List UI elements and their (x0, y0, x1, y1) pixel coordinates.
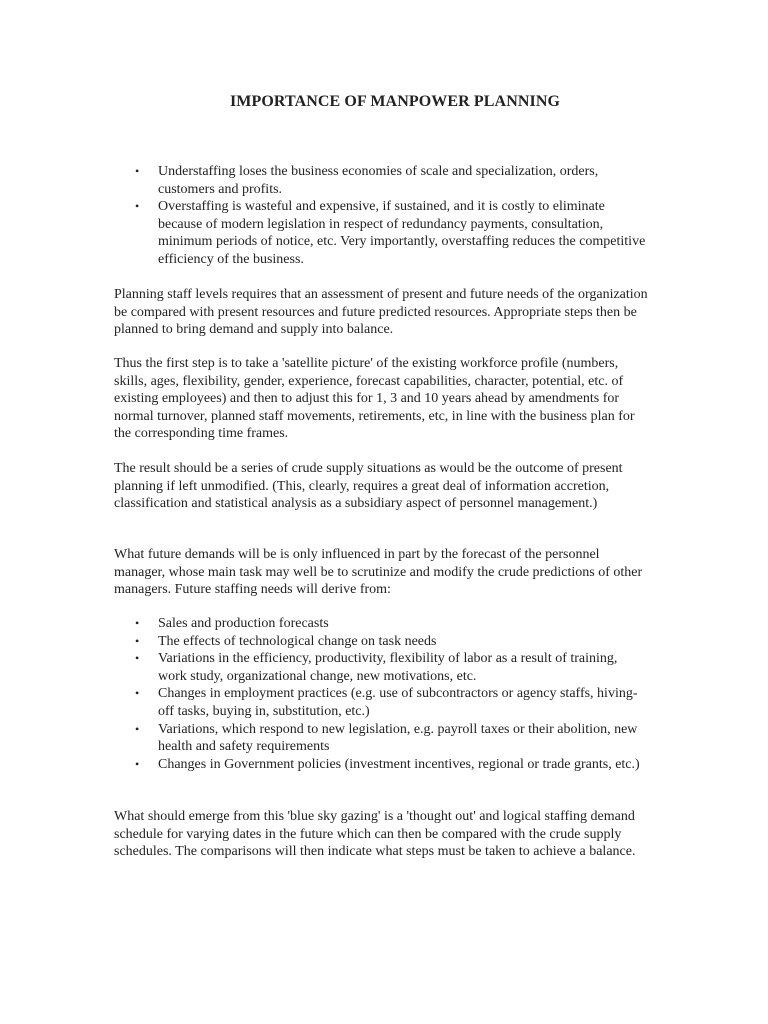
paragraph-satellite-picture: Thus the first step is to take a 'satellite picture' of the existing workforce profile (numbers, skills, ages, flexibility, gender, experience, forecast capabilities, character, potential, etc. of existing employees) and then to adjust this for 1, 3 and 10 years ahead by amendments for normal turnover, planned staff movements, retirements, etc, in line with the business plan for the corresponding time frames. (114, 356, 635, 442)
paragraph-future-demands: What future demands will be is only influenced in part by the forecast of the personnel manager, whose main task may well be to scrutinize and modify the crude predictions of other managers. Future staffing needs will derive from: (114, 547, 643, 598)
list-item (0, 685, 648, 720)
paragraph-blue-sky-gazing: What should emerge from this 'blue sky gazing' is a 'thought out' and logical staffing demand schedule for varying dates in the future which can then be compared with the crude supply schedules. The comparisons will then indicate what steps must be taken to achieve a balance. (114, 809, 636, 860)
bullet-list-staffing-needs (0, 615, 648, 773)
list-item (0, 633, 648, 651)
list-item (0, 198, 648, 268)
list-item (0, 721, 648, 756)
bullet-icon: • (135, 164, 140, 178)
bullet-icon: • (135, 199, 140, 214)
bullet-icon: • (135, 756, 140, 771)
bullet-icon: • (135, 616, 140, 630)
list-item-text: Changes in employment practices (e.g. use of subcontractors or agency staffs, hiving-off tasks, buying in, substitution, etc.) (158, 686, 638, 719)
paragraph-crude-supply: The result should be a series of crude supply situations as would be the outcome of present planning if left unmodified. (This, clearly, requires a great deal of information accretion, classification and statistical analysis as a subsidiary aspect of personnel management.) (114, 461, 623, 512)
list-item-text: Understaffing loses the business economies of scale and specialization, orders, customers and profits. (158, 164, 599, 197)
list-item-text: Variations in the efficiency, productivity, flexibility of labor as a result of training, work study, organizational change, new motivations, etc. (158, 651, 618, 684)
list-item-text: Variations, which respond to new legislation, e.g. payroll taxes or their abolition, new health and safety requirements (158, 721, 638, 755)
list-item-text: Changes in Government policies (investment incentives, regional or trade grants, etc.) (158, 756, 640, 772)
list-item (0, 756, 648, 774)
bullet-icon: • (135, 721, 140, 736)
bullet-icon: • (135, 633, 140, 648)
list-item-text: The effects of technological change on task needs (158, 633, 437, 649)
list-item (0, 163, 648, 198)
list-item (0, 615, 648, 633)
list-item-text: Sales and production forecasts (158, 616, 329, 631)
document-title: IMPORTANCE OF MANPOWER PLANNING (229, 93, 561, 110)
bullet-icon: • (135, 686, 140, 701)
list-item-text: Overstaffing is wasteful and expensive, if sustained, and it is costly to eliminate because of modern legislation in respect of redundancy payments, consultation, minimum periods of notice, etc. Very importantly, overstaffing reduces the competitive efficiency of the business. (158, 199, 646, 267)
list-item (0, 650, 648, 685)
bullet-icon: • (135, 651, 140, 666)
paragraph-planning-staff-levels: Planning staff levels requires that an assessment of present and future needs of the organization be compared with present resources and future predicted resources. Appropriate steps then be planned to bring demand and supply into balance. (114, 287, 648, 338)
bullet-list-staffing-effects (0, 163, 648, 269)
